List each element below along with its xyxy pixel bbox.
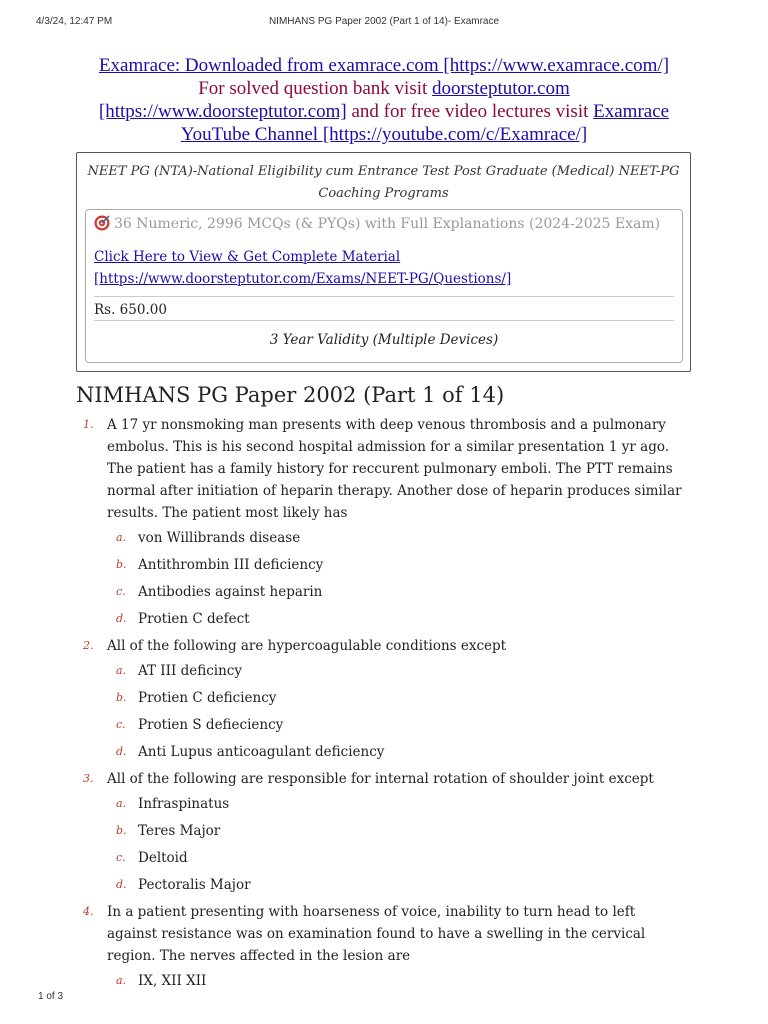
option-text: Pectoralis Major [138, 877, 251, 893]
promo-box [76, 152, 691, 372]
option-letter: b. [116, 558, 127, 571]
view-material-url[interactable]: [https://www.doorsteptutor.com/Exams/NEET-PG/Questions/] [94, 271, 512, 287]
question-list [0, 414, 768, 997]
validity: 3 Year Validity (Multiple Devices) [269, 332, 499, 348]
option [116, 847, 768, 874]
option-text: Antibodies against heparin [138, 584, 323, 600]
question-4 [83, 901, 683, 967]
option-letter: b. [116, 691, 127, 704]
question-text: A 17 yr nonsmoking man presents with deep venous thrombosis and a pulmonary embolus. This is his second hospital admission for a similar presentation 1 yr ago. The patient has a family history for reccurent pulmonary emboli. The PTT remains normal after initiation of heparin therapy. Another dose of heparin produces similar results. The patient most likely has [107, 417, 682, 521]
examrace-link[interactable]: Examrace: Downloaded from examrace.com [https://www.examrace.com/] [98, 55, 670, 76]
option [116, 581, 768, 608]
option-text: Antithrombin III deficiency [138, 557, 324, 573]
option-letter: c. [116, 851, 126, 864]
print-title: NIMHANS PG Paper 2002 (Part 1 of 14)- Examrace [268, 16, 500, 27]
page-count: 1 of 3 [38, 991, 64, 1002]
print-date: 4/3/24, 12:47 PM [36, 16, 113, 27]
view-material-link[interactable] [94, 246, 674, 290]
option-text: IX, XII XII [138, 973, 207, 989]
option [116, 741, 768, 768]
doorsteptutor-url-link[interactable]: [https://www.doorsteptutor.com] [98, 101, 347, 122]
doorsteptutor-link[interactable]: doorsteptutor.com [432, 78, 570, 99]
question-text: All of the following are responsible for internal rotation of shoulder joint except [107, 771, 654, 787]
option [116, 660, 768, 687]
examrace-youtube-link[interactable]: Examrace [593, 101, 670, 122]
target-icon [94, 215, 110, 231]
option [116, 527, 768, 554]
question-1 [83, 414, 683, 524]
option-text: Protien C deficiency [138, 690, 277, 706]
solved-bank-text: For solved question bank visit [198, 78, 433, 99]
option-letter: b. [116, 824, 127, 837]
top-links [80, 54, 688, 146]
option-text: Protien C defect [138, 611, 250, 627]
promo-features [94, 214, 674, 234]
option [116, 793, 768, 820]
option-letter: a. [116, 974, 127, 987]
question-text: All of the following are hypercoagulable conditions except [107, 638, 507, 654]
divider [94, 296, 674, 297]
option-letter: a. [116, 664, 127, 677]
divider [94, 320, 674, 321]
option [116, 554, 768, 581]
option-text: Infraspinatus [138, 796, 230, 812]
option-letter: d. [116, 612, 127, 625]
option-letter: a. [116, 797, 127, 810]
option-letter: c. [116, 718, 126, 731]
option-text: Protien S defieciency [138, 717, 284, 733]
features-text: 36 Numeric, 2996 MCQs (& PYQs) with Full Explanations (2024-2025 Exam) [114, 216, 661, 232]
youtube-channel-link[interactable]: YouTube Channel [https://youtube.com/c/Examrace/] [180, 124, 588, 145]
question-3 [83, 768, 683, 790]
option-letter: d. [116, 878, 127, 891]
option [116, 970, 768, 997]
question-number: 4. [83, 905, 94, 918]
question-2 [83, 635, 683, 657]
option-text: AT III deficincy [138, 663, 242, 679]
option-letter: d. [116, 745, 127, 758]
option [116, 820, 768, 847]
option-text: Anti Lupus anticoagulant deficiency [138, 744, 385, 760]
option-letter: a. [116, 531, 127, 544]
option [116, 687, 768, 714]
view-material-text[interactable]: Click Here to View & Get Complete Material [94, 249, 401, 265]
question-number: 2. [83, 639, 94, 652]
page-title: NIMHANS PG Paper 2002 (Part 1 of 14) [76, 383, 505, 407]
option [116, 874, 768, 901]
question-number: 3. [83, 772, 94, 785]
option-text: Teres Major [138, 823, 221, 839]
price: Rs. 650.00 [94, 302, 167, 318]
video-lectures-text: and for free video lectures visit [346, 101, 594, 122]
option-letter: c. [116, 585, 126, 598]
option [116, 714, 768, 741]
question-text: In a patient presenting with hoarseness of voice, inability to turn head to left against resistance was on examination found to have a swelling in the cervical region. The nerves affected in the lesion are [107, 904, 646, 964]
option-text: Deltoid [138, 850, 188, 866]
promo-title: NEET PG (NTA)-National Eligibility cum Entrance Test Post Graduate (Medical) NEET-PG Coaching Programs [87, 164, 680, 201]
promo-inner-box [85, 209, 683, 363]
option [116, 608, 768, 635]
option-text: von Willibrands disease [138, 530, 301, 546]
question-number: 1. [83, 418, 94, 431]
